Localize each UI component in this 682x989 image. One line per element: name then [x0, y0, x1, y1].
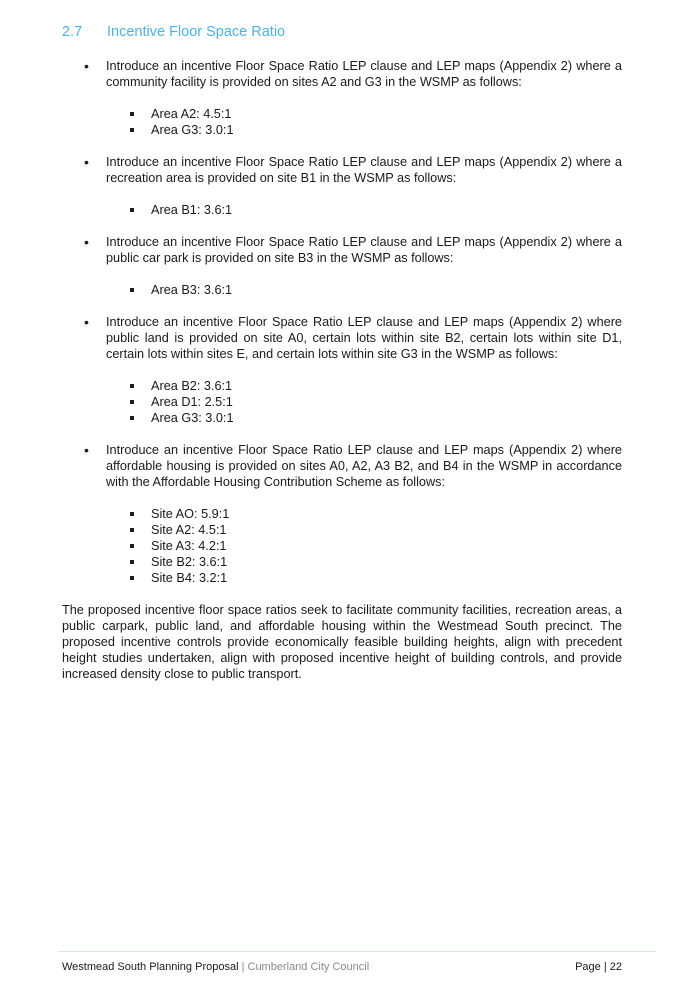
bullet-text: Introduce an incentive Floor Space Ratio LEP clause and LEP maps (Appendix 2) where public land is provided on site A0, certain lots within site B2, certain lots within site D1, certain lots within sites E, and certain lots within site G3 in the WSMP as follows:: [106, 315, 622, 361]
sub-item: [62, 202, 622, 218]
bullet-text: Introduce an incentive Floor Space Ratio LEP clause and LEP maps (Appendix 2) where a community facility is provided on sites A2 and G3 in the WSMP as follows:: [106, 59, 622, 89]
sub-item: [62, 378, 622, 394]
sub-item-text: Area D1: 2.5:1: [151, 395, 233, 409]
sub-item-text: Site B2: 3.6:1: [151, 555, 228, 569]
sub-item-text: Site B4: 3.2:1: [151, 571, 228, 585]
sub-item-text: Area A2: 4.5:1: [151, 107, 232, 121]
footer-divider: [58, 951, 656, 952]
section-title: Incentive Floor Space Ratio: [107, 24, 286, 40]
sub-list: [62, 282, 622, 298]
sub-item: [62, 554, 622, 570]
square-bullet-icon: [130, 576, 134, 580]
square-bullet-icon: [130, 112, 134, 116]
bullet-dot-icon: •: [84, 442, 89, 458]
footer-document-title: Westmead South Planning Proposal: [62, 961, 239, 973]
sub-item: [62, 394, 622, 410]
bullet-text: Introduce an incentive Floor Space Ratio LEP clause and LEP maps (Appendix 2) where a public car park is provided on site B3 in the WSMP as follows:: [106, 235, 622, 265]
sub-list: [62, 506, 622, 586]
sub-list: [62, 378, 622, 426]
sub-item-text: Area B3: 3.6:1: [151, 283, 233, 297]
section-body: [62, 58, 622, 682]
square-bullet-icon: [130, 384, 134, 388]
footer-council: Cumberland City Council: [247, 961, 370, 973]
section-number: 2.7: [62, 24, 83, 40]
square-bullet-icon: [130, 528, 134, 532]
bullet-item: [62, 58, 622, 90]
sub-item-text: Area G3: 3.0:1: [151, 411, 234, 425]
sub-item: [62, 282, 622, 298]
sub-item: [62, 506, 622, 522]
bullet-dot-icon: •: [84, 314, 89, 330]
sub-item: [62, 538, 622, 554]
bullet-dot-icon: •: [84, 58, 89, 74]
section-heading: [62, 24, 285, 40]
square-bullet-icon: [130, 208, 134, 212]
sub-item: [62, 106, 622, 122]
sub-item-text: Area B2: 3.6:1: [151, 379, 233, 393]
sub-item-text: Area B1: 3.6:1: [151, 203, 233, 217]
sub-item-text: Site A3: 4.2:1: [151, 539, 227, 553]
bullet-item: [62, 314, 622, 362]
sub-item-text: Area G3: 3.0:1: [151, 123, 234, 137]
closing-paragraph: The proposed incentive floor space ratios seek to facilitate community facilities, recreation areas, a public carpark, public land, and affordable housing within the Westmead South precinct. The proposed incentive controls provide economically feasible building heights, align with precedent height studies undertaken, align with proposed incentive height of building controls, and provide increased density close to public transport.: [62, 603, 622, 681]
square-bullet-icon: [130, 544, 134, 548]
bullet-item: [62, 154, 622, 186]
square-bullet-icon: [130, 400, 134, 404]
square-bullet-icon: [130, 288, 134, 292]
square-bullet-icon: [130, 512, 134, 516]
sub-item-text: Site AO: 5.9:1: [151, 507, 230, 521]
sub-list: [62, 106, 622, 138]
bullet-dot-icon: •: [84, 234, 89, 250]
bullet-text: Introduce an incentive Floor Space Ratio LEP clause and LEP maps (Appendix 2) where a recreation area is provided on site B1 in the WSMP as follows:: [106, 155, 622, 185]
bullet-item: [62, 234, 622, 266]
square-bullet-icon: [130, 128, 134, 132]
sub-item-text: Site A2: 4.5:1: [151, 523, 227, 537]
sub-item: [62, 410, 622, 426]
square-bullet-icon: [130, 416, 134, 420]
sub-list: [62, 202, 622, 218]
footer-document-info: [62, 961, 369, 973]
sub-item: [62, 570, 622, 586]
bullet-dot-icon: •: [84, 154, 89, 170]
page-number: Page | 22: [575, 961, 622, 973]
sub-item: [62, 122, 622, 138]
sub-item: [62, 522, 622, 538]
bullet-text: Introduce an incentive Floor Space Ratio LEP clause and LEP maps (Appendix 2) where affordable housing is provided on sites A0, A2, A3 B2, and B4 in the WSMP in accordance with the Affordable Housing Contribution Scheme as follows:: [106, 443, 622, 489]
footer-separator: |: [241, 961, 245, 973]
square-bullet-icon: [130, 560, 134, 564]
bullet-item: [62, 442, 622, 490]
